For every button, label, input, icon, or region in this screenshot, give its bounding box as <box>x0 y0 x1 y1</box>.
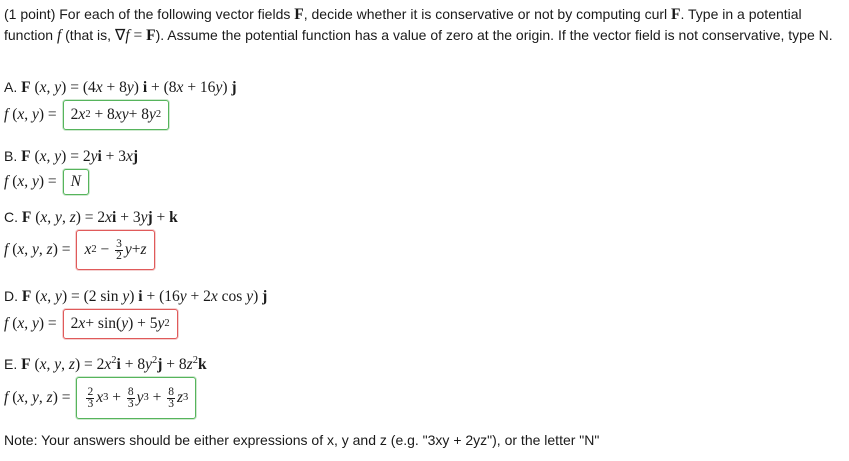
answer-input-d[interactable]: 2 x + sin( y ) + 5 y 2 <box>63 309 178 339</box>
answer-input-b[interactable]: N <box>63 169 89 195</box>
problem-e-field: E. F (x, y, $z) = 2x^2i + 8y^2j + 8z^2k$ <box>4 355 207 373</box>
f-label: f (x, y, z) = <box>4 241 71 258</box>
problem-a-field: A. F (x, y) = (4x + 8y) i + (8x + 16y) j <box>4 79 237 96</box>
problem-c-field: C. F (x, y, z) = 2xi + 3yj + k <box>4 209 178 226</box>
f-label: f (x, y) = <box>4 315 57 332</box>
answer-input-a[interactable]: 2 x 2 + 8 xy + 8 y 2 <box>63 100 169 130</box>
note-text: Note: Your answers should be either expressions of x, y and z (e.g. "3xy + 2yz"), or the letter "N" <box>4 432 600 448</box>
f-label: f (x, y) = <box>4 106 57 123</box>
problem-c <box>4 206 178 270</box>
problem-d-field: D. F (x, y) = (2 sin y) i + (16y + 2x cos y) j <box>4 288 268 305</box>
problem-e <box>4 353 207 419</box>
answer-input-e[interactable]: $\frac{2}{3}$ x 3 + $\frac{8}{3}$ y 3 + $\frac{8}{3}$ z 3 <box>76 377 196 419</box>
f-label: f (x, y, z) = <box>4 389 71 406</box>
f-label: f (x, y) = <box>4 173 57 190</box>
problem-b <box>4 145 138 195</box>
problem-a <box>4 76 237 130</box>
problem-d <box>4 285 267 339</box>
answer-input-c[interactable]: x 2 − $\frac{3}{2}$ y + z <box>76 230 154 270</box>
problem-b-field: B. F (x, y) = 2yi + 3xj <box>4 148 139 165</box>
problem-intro: (1 point) For each of the following vector fields F, decide whether it is conservative or not by computing curl F. Type in a potential function f (that is, ∇f = F). Assume the potential function has a value of zero at the origin. If the vector field is not conservative, type N. <box>4 6 833 44</box>
